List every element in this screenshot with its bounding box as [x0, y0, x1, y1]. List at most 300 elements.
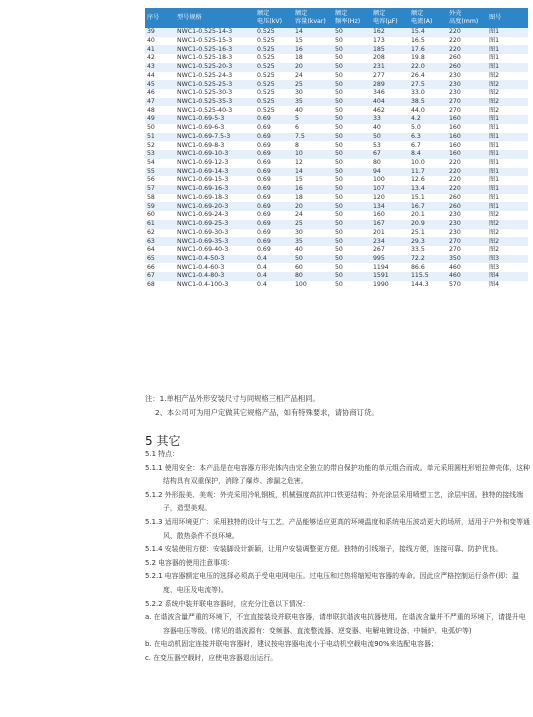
- cell-index: 53: [145, 150, 175, 159]
- cell-model: NWC1-0.525-35-3: [175, 98, 255, 107]
- cell-capacity: 60: [293, 263, 333, 272]
- cell-capacitance: 231: [371, 63, 409, 72]
- cell-voltage: 0.525: [255, 106, 293, 115]
- cell-model: NWC1-0.69-12-3: [175, 159, 255, 168]
- cell-index: 54: [145, 159, 175, 168]
- cell-height: 270: [447, 237, 487, 246]
- cell-model: NWC1-0.525-25-3: [175, 80, 255, 89]
- table-row: [145, 28, 528, 37]
- cell-model: NWC1-0.69-35-3: [175, 237, 255, 246]
- cell-current: 16.7: [409, 202, 447, 211]
- precaution-harmonics: a. 在谐波含量严重的环境下，不宜直接装设并联电容器，请串联抗谐波电抗器使用。在谐波含量并不严重的环境下，请提升电容器电压等级。(常见的谐波源有：变频器、直流整流器、逆变器、电解电镀设备、中频炉、电弧炉等): [145, 613, 526, 635]
- cell-current: 11.7: [409, 168, 447, 177]
- cell-capacitance: 1990: [371, 281, 409, 290]
- cell-height: 220: [447, 185, 487, 194]
- cell-figure: 图1: [487, 194, 528, 203]
- table-body: [145, 28, 528, 290]
- cell-capacity: 24: [293, 72, 333, 81]
- cell-current: 44.0: [409, 106, 447, 115]
- table-row: [145, 133, 528, 142]
- table-row: [145, 150, 528, 159]
- feature-appearance: 5.1.2 外形报美、美观：外壳采用冷轧钢板，机械强度高抗冲口铁更结构；外壳涂层采用喷塑工艺，涂层牢固。独特的接线端子，造型美观。: [145, 490, 524, 513]
- cell-current: 19.8: [409, 54, 447, 63]
- cell-current: 144.3: [409, 281, 447, 290]
- precaution-system: 5.2.2 系统中装并联电容器时，应充分注意以下情况：: [145, 599, 310, 608]
- table-row: [145, 281, 528, 290]
- cell-model: NWC1-0.69-8-3: [175, 141, 255, 150]
- cell-height: 270: [447, 246, 487, 255]
- header-index: 序号: [145, 8, 175, 28]
- cell-frequency: 50: [333, 63, 371, 72]
- cell-capacity: 20: [293, 202, 333, 211]
- cell-voltage: 0.69: [255, 211, 293, 220]
- cell-index: 62: [145, 229, 175, 238]
- cell-model: NWC1-0.69-18-3: [175, 194, 255, 203]
- table-row: [145, 124, 528, 133]
- cell-capacitance: 346: [371, 89, 409, 98]
- cell-voltage: 0.4: [255, 263, 293, 272]
- cell-capacity: 14: [293, 168, 333, 177]
- cell-frequency: 50: [333, 98, 371, 107]
- cell-figure: 图2: [487, 72, 528, 81]
- cell-frequency: 50: [333, 159, 371, 168]
- cell-voltage: 0.69: [255, 133, 293, 142]
- cell-figure: 图3: [487, 255, 528, 264]
- cell-index: 68: [145, 281, 175, 290]
- table-row: [145, 185, 528, 194]
- cell-current: 29.3: [409, 237, 447, 246]
- cell-capacitance: 1194: [371, 263, 409, 272]
- cell-voltage: 0.69: [255, 176, 293, 185]
- cell-height: 220: [447, 28, 487, 37]
- cell-index: 51: [145, 133, 175, 142]
- cell-capacity: 16: [293, 45, 333, 54]
- cell-frequency: 50: [333, 194, 371, 203]
- cell-height: 270: [447, 106, 487, 115]
- cell-frequency: 50: [333, 211, 371, 220]
- header-voltage: 额定 电压(kV): [255, 8, 293, 28]
- cell-voltage: 0.69: [255, 229, 293, 238]
- cell-voltage: 0.69: [255, 150, 293, 159]
- cell-current: 17.6: [409, 45, 447, 54]
- cell-capacitance: 107: [371, 185, 409, 194]
- precautions-heading: 5.2 电容器的使用注意事项：: [145, 558, 234, 567]
- cell-index: 49: [145, 115, 175, 124]
- cell-current: 4.2: [409, 115, 447, 124]
- note-line-1: 注：1.单相产品外形安装尺寸与同规格三相产品相同。: [145, 394, 320, 403]
- cell-voltage: 0.69: [255, 115, 293, 124]
- cell-index: 67: [145, 272, 175, 281]
- cell-capacitance: 289: [371, 80, 409, 89]
- cell-current: 15.1: [409, 194, 447, 203]
- cell-capacity: 25: [293, 80, 333, 89]
- cell-model: NWC1-0.69-16-3: [175, 185, 255, 194]
- cell-height: 230: [447, 211, 487, 220]
- cell-height: 220: [447, 168, 487, 177]
- cell-voltage: 0.69: [255, 237, 293, 246]
- cell-capacity: 14: [293, 28, 333, 37]
- cell-height: 160: [447, 150, 487, 159]
- cell-current: 27.5: [409, 80, 447, 89]
- cell-frequency: 50: [333, 80, 371, 89]
- cell-figure: 图4: [487, 281, 528, 290]
- table-row: [145, 202, 528, 211]
- table-row: [145, 72, 528, 81]
- cell-voltage: 0.525: [255, 89, 293, 98]
- cell-frequency: 50: [333, 45, 371, 54]
- cell-model: NWC1-0.69-20-3: [175, 202, 255, 211]
- cell-index: 46: [145, 89, 175, 98]
- cell-capacitance: 134: [371, 202, 409, 211]
- cell-current: 20.9: [409, 220, 447, 229]
- cell-frequency: 50: [333, 255, 371, 264]
- table-row: [145, 54, 528, 63]
- cell-current: 5.0: [409, 124, 447, 133]
- table-row: [145, 37, 528, 46]
- cell-figure: 图2: [487, 106, 528, 115]
- cell-capacity: 35: [293, 237, 333, 246]
- cell-index: 42: [145, 54, 175, 63]
- cell-frequency: 50: [333, 150, 371, 159]
- table-row: [145, 45, 528, 54]
- cell-capacity: 35: [293, 98, 333, 107]
- cell-frequency: 50: [333, 220, 371, 229]
- cell-figure: 图1: [487, 37, 528, 46]
- cell-capacity: 6: [293, 124, 333, 133]
- capacitor-spec-table: [145, 8, 528, 290]
- cell-model: NWC1-0.4-50-3: [175, 255, 255, 264]
- cell-capacitance: 404: [371, 98, 409, 107]
- cell-frequency: 50: [333, 185, 371, 194]
- cell-height: 260: [447, 202, 487, 211]
- cell-index: 57: [145, 185, 175, 194]
- features-heading: 5.1 特点：: [145, 450, 179, 458]
- header-height: 外壳 高度(mm): [447, 8, 487, 28]
- cell-index: 43: [145, 63, 175, 72]
- cell-model: NWC1-0.69-15-3: [175, 176, 255, 185]
- cell-capacitance: 160: [371, 211, 409, 220]
- cell-model: NWC1-0.69-7.5-3: [175, 133, 255, 142]
- cell-figure: 图3: [487, 263, 528, 272]
- cell-frequency: 50: [333, 141, 371, 150]
- cell-figure: 图2: [487, 220, 528, 229]
- cell-frequency: 50: [333, 89, 371, 98]
- cell-height: 460: [447, 263, 487, 272]
- table-row: [145, 194, 528, 203]
- cell-capacitance: 185: [371, 45, 409, 54]
- cell-height: 230: [447, 72, 487, 81]
- cell-capacitance: 167: [371, 220, 409, 229]
- cell-height: 230: [447, 80, 487, 89]
- cell-capacitance: 234: [371, 237, 409, 246]
- cell-height: 350: [447, 255, 487, 264]
- table-row: [145, 168, 528, 177]
- table-row: [145, 229, 528, 238]
- cell-figure: 图2: [487, 211, 528, 220]
- cell-figure: 图1: [487, 63, 528, 72]
- cell-voltage: 0.69: [255, 246, 293, 255]
- table-row: [145, 98, 528, 107]
- cell-capacity: 30: [293, 229, 333, 238]
- cell-height: 220: [447, 45, 487, 54]
- cell-capacity: 50: [293, 255, 333, 264]
- header-figure: 图号: [487, 8, 528, 28]
- cell-height: 460: [447, 272, 487, 281]
- cell-height: 160: [447, 141, 487, 150]
- cell-voltage: 0.69: [255, 185, 293, 194]
- feature-environment: 5.1.3 适用环境更广：采用独特的设计与工艺，产品能够适应更高的环境温度和系统电压波动更大的场所，适用于户外和变等通风、散热条件不良环境。: [145, 517, 530, 540]
- cell-voltage: 0.4: [255, 281, 293, 290]
- cell-height: 570: [447, 281, 487, 290]
- cell-capacitance: 40: [371, 124, 409, 133]
- cell-current: 86.6: [409, 263, 447, 272]
- cell-current: 22.0: [409, 63, 447, 72]
- cell-capacitance: 120: [371, 194, 409, 203]
- header-frequency: 额定 频率(Hz): [333, 8, 371, 28]
- cell-capacitance: 162: [371, 28, 409, 37]
- cell-frequency: 50: [333, 106, 371, 115]
- cell-capacitance: 267: [371, 246, 409, 255]
- cell-frequency: 50: [333, 115, 371, 124]
- cell-figure: 图2: [487, 80, 528, 89]
- cell-current: 38.5: [409, 98, 447, 107]
- cell-current: 6.7: [409, 141, 447, 150]
- cell-index: 41: [145, 45, 175, 54]
- cell-frequency: 50: [333, 28, 371, 37]
- table-row: [145, 237, 528, 246]
- cell-model: NWC1-0.69-14-3: [175, 168, 255, 177]
- cell-figure: 图2: [487, 229, 528, 238]
- cell-figure: 图1: [487, 54, 528, 63]
- cell-capacitance: 208: [371, 54, 409, 63]
- cell-voltage: 0.525: [255, 80, 293, 89]
- cell-frequency: 50: [333, 281, 371, 290]
- cell-voltage: 0.525: [255, 28, 293, 37]
- cell-voltage: 0.525: [255, 45, 293, 54]
- cell-current: 25.1: [409, 229, 447, 238]
- cell-voltage: 0.525: [255, 37, 293, 46]
- cell-frequency: 50: [333, 54, 371, 63]
- cell-figure: 图1: [487, 159, 528, 168]
- cell-capacity: 80: [293, 272, 333, 281]
- precaution-motor: b. 在电动机固定连接并联电容器时，建议按电容器电流小于电动机空载电流90%来选配电容器；: [145, 640, 438, 649]
- cell-model: NWC1-0.4-100-3: [175, 281, 255, 290]
- header-capacity: 额定 容量(kvar): [293, 8, 333, 28]
- cell-model: NWC1-0.69-40-3: [175, 246, 255, 255]
- cell-height: 260: [447, 194, 487, 203]
- cell-model: NWC1-0.525-24-3: [175, 72, 255, 81]
- cell-capacity: 15: [293, 176, 333, 185]
- cell-frequency: 50: [333, 263, 371, 272]
- cell-current: 12.6: [409, 176, 447, 185]
- cell-model: NWC1-0.4-80-3: [175, 272, 255, 281]
- table-notes: [145, 392, 528, 420]
- cell-capacity: 18: [293, 194, 333, 203]
- cell-capacitance: 94: [371, 168, 409, 177]
- cell-figure: 图2: [487, 98, 528, 107]
- cell-figure: 图2: [487, 246, 528, 255]
- cell-capacitance: 462: [371, 106, 409, 115]
- cell-voltage: 0.4: [255, 272, 293, 281]
- table-row: [145, 220, 528, 229]
- cell-capacitance: 53: [371, 141, 409, 150]
- cell-capacitance: 201: [371, 229, 409, 238]
- cell-capacity: 24: [293, 211, 333, 220]
- cell-index: 44: [145, 72, 175, 81]
- cell-capacity: 30: [293, 89, 333, 98]
- cell-index: 66: [145, 263, 175, 272]
- cell-index: 60: [145, 211, 175, 220]
- cell-capacity: 40: [293, 246, 333, 255]
- cell-capacity: 10: [293, 150, 333, 159]
- cell-voltage: 0.69: [255, 124, 293, 133]
- cell-index: 65: [145, 255, 175, 264]
- header-current: 额定 电流(A): [409, 8, 447, 28]
- cell-model: NWC1-0.525-14-3: [175, 28, 255, 37]
- cell-voltage: 0.69: [255, 202, 293, 211]
- cell-height: 230: [447, 89, 487, 98]
- note-line-2: 2、本公司可为用户定做其它规格产品，如有特殊要求，请协商订货。: [155, 408, 379, 417]
- cell-figure: 图1: [487, 176, 528, 185]
- cell-index: 58: [145, 194, 175, 203]
- cell-capacitance: 1591: [371, 272, 409, 281]
- cell-model: NWC1-0.69-10-3: [175, 150, 255, 159]
- cell-frequency: 50: [333, 124, 371, 133]
- cell-capacity: 18: [293, 54, 333, 63]
- header-model: 型号规格: [175, 8, 255, 28]
- table-row: [145, 141, 528, 150]
- cell-voltage: 0.69: [255, 220, 293, 229]
- cell-figure: 图1: [487, 202, 528, 211]
- cell-current: 33.5: [409, 246, 447, 255]
- cell-model: NWC1-0.69-24-3: [175, 211, 255, 220]
- feature-safety: 5.1.1 使用安全：本产品是在电容器方形壳体内由完全独立的带自保护功能的单元组合而成。单元采用圆柱形铝拉伸壳体，这种结构具有双重保护，消除了爆炸、渗漏之危害。: [145, 463, 530, 486]
- cell-model: NWC1-0.525-16-3: [175, 45, 255, 54]
- cell-index: 56: [145, 176, 175, 185]
- cell-current: 26.4: [409, 72, 447, 81]
- table-row: [145, 80, 528, 89]
- cell-figure: 图1: [487, 150, 528, 159]
- cell-capacity: 40: [293, 106, 333, 115]
- cell-capacity: 5: [293, 115, 333, 124]
- cell-figure: 图1: [487, 28, 528, 37]
- cell-height: 160: [447, 124, 487, 133]
- cell-current: 16.5: [409, 37, 447, 46]
- cell-figure: 图1: [487, 115, 528, 124]
- cell-height: 160: [447, 115, 487, 124]
- table-row: [145, 263, 528, 272]
- table-row: [145, 272, 528, 281]
- cell-voltage: 0.69: [255, 159, 293, 168]
- cell-frequency: 50: [333, 272, 371, 281]
- cell-model: NWC1-0.525-20-3: [175, 63, 255, 72]
- table-row: [145, 89, 528, 98]
- table-row: [145, 211, 528, 220]
- cell-voltage: 0.525: [255, 54, 293, 63]
- cell-index: 63: [145, 237, 175, 246]
- cell-figure: 图4: [487, 272, 528, 281]
- precaution-voltage: 5.2.1 电容器额定电压的选择必须高于受电电网电压。过电压和过热将缩短电容器的寿命。因此应严格控制运行条件(即：温度、电压及电流等)。: [145, 572, 519, 594]
- cell-voltage: 0.525: [255, 98, 293, 107]
- cell-frequency: 50: [333, 202, 371, 211]
- cell-frequency: 50: [333, 168, 371, 177]
- cell-current: 33.0: [409, 89, 447, 98]
- cell-figure: 图1: [487, 168, 528, 177]
- cell-capacity: 16: [293, 185, 333, 194]
- cell-index: 59: [145, 202, 175, 211]
- cell-figure: 图2: [487, 89, 528, 98]
- cell-capacity: 15: [293, 37, 333, 46]
- cell-height: 230: [447, 220, 487, 229]
- cell-height: 230: [447, 229, 487, 238]
- feature-installation: 5.1.4 安装使用方便：安装脚设计新颖，让用户安装调整更方便。独特的引线端子，接线方便，连接可靠、防护优良。: [145, 545, 503, 554]
- cell-capacity: 7.5: [293, 133, 333, 142]
- cell-figure: 图1: [487, 141, 528, 150]
- cell-capacitance: 277: [371, 72, 409, 81]
- cell-capacity: 12: [293, 159, 333, 168]
- cell-model: NWC1-0.69-25-3: [175, 220, 255, 229]
- cell-figure: 图1: [487, 185, 528, 194]
- cell-capacitance: 80: [371, 159, 409, 168]
- cell-frequency: 50: [333, 237, 371, 246]
- cell-frequency: 50: [333, 133, 371, 142]
- cell-index: 40: [145, 37, 175, 46]
- cell-capacitance: 173: [371, 37, 409, 46]
- precaution-transformer: c. 在变压器空载时，应使电容器退出运行。: [145, 653, 278, 662]
- cell-model: NWC1-0.69-6-3: [175, 124, 255, 133]
- cell-voltage: 0.525: [255, 72, 293, 81]
- cell-capacity: 8: [293, 141, 333, 150]
- cell-current: 13.4: [409, 185, 447, 194]
- table-header-row: [145, 8, 528, 28]
- cell-height: 260: [447, 63, 487, 72]
- cell-height: 220: [447, 37, 487, 46]
- cell-frequency: 50: [333, 72, 371, 81]
- cell-frequency: 50: [333, 37, 371, 46]
- cell-capacity: 100: [293, 281, 333, 290]
- table-row: [145, 159, 528, 168]
- cell-voltage: 0.525: [255, 63, 293, 72]
- cell-capacitance: 33: [371, 115, 409, 124]
- cell-current: 15.4: [409, 28, 447, 37]
- cell-capacitance: 995: [371, 255, 409, 264]
- cell-frequency: 50: [333, 229, 371, 238]
- cell-model: NWC1-0.525-15-3: [175, 37, 255, 46]
- section-body: [145, 448, 530, 666]
- cell-voltage: 0.69: [255, 168, 293, 177]
- cell-model: NWC1-0.525-18-3: [175, 54, 255, 63]
- cell-frequency: 50: [333, 176, 371, 185]
- cell-current: 115.5: [409, 272, 447, 281]
- cell-model: NWC1-0.69-30-3: [175, 229, 255, 238]
- cell-capacitance: 67: [371, 150, 409, 159]
- cell-index: 55: [145, 168, 175, 177]
- cell-index: 61: [145, 220, 175, 229]
- cell-index: 48: [145, 106, 175, 115]
- cell-index: 64: [145, 246, 175, 255]
- table-row: [145, 63, 528, 72]
- cell-figure: 图1: [487, 45, 528, 54]
- cell-figure: 图2: [487, 237, 528, 246]
- section-title: 5 其它: [145, 434, 181, 448]
- table-row: [145, 176, 528, 185]
- cell-height: 220: [447, 159, 487, 168]
- cell-index: 45: [145, 80, 175, 89]
- cell-voltage: 0.69: [255, 141, 293, 150]
- cell-capacitance: 100: [371, 176, 409, 185]
- cell-model: NWC1-0.525-40-3: [175, 106, 255, 115]
- cell-voltage: 0.69: [255, 194, 293, 203]
